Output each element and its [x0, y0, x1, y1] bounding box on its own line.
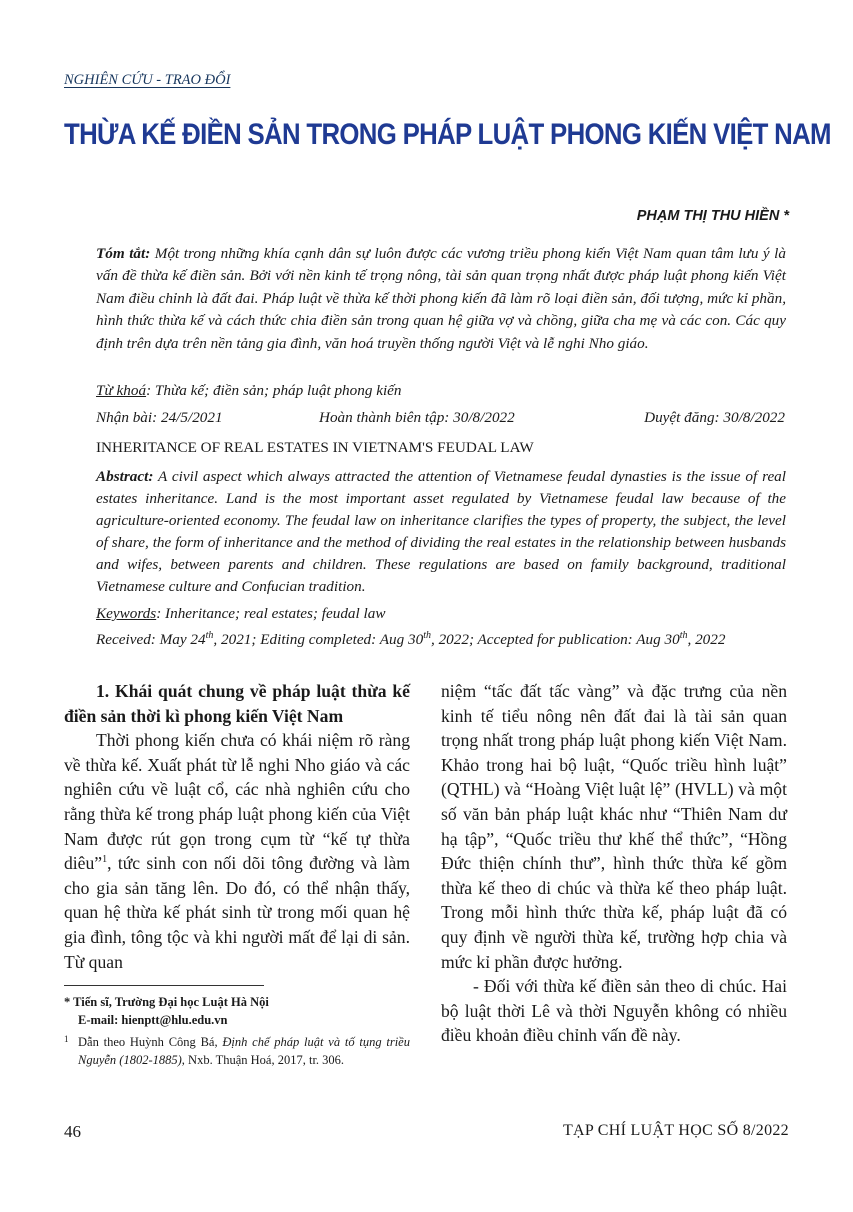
accepted-en-end: , 2022: [687, 631, 726, 648]
keywords-vi: [96, 382, 402, 400]
abstract-en-text: A civil aspect which always attracted the attention of Vietnamese feudal dynasties is the issue of real estates inheritance. Land is the most important asset regulated by Vietnamese feudal law because of the agriculture-oriented economy. The feudal law on inheritance clarifies the types of property, the subject, the level of share, the form of inheritance and the method of dividing the real estates in the relationship between husbands and wifes, between parents and children. These regulations are based on family background, traditional Vietnamese culture and Confucian tradition.: [96, 468, 786, 595]
abstract-vi-label: Tóm tắt:: [96, 245, 151, 262]
edited-en: , 2021; Editing completed: Aug 30: [213, 631, 424, 648]
footnote-ref: 1: [102, 854, 108, 866]
footnote-text: Dẫn theo Huỳnh Công Bá,: [78, 1035, 223, 1049]
abstract-english: [96, 466, 786, 597]
accepted-en-sup: th: [679, 629, 688, 641]
section-heading: 1. Khái quát chung về pháp luật thừa kế điền sản thời kì phong kiến Việt Nam: [64, 681, 410, 726]
keywords-en: [96, 605, 386, 623]
journal-name: TẠP CHÍ LUẬT HỌC SỐ 8/2022: [562, 1122, 789, 1139]
body-paragraph: - Đối với thừa kế điền sản theo di chúc. Hai bộ luật thời Lê và thời Nguyễn không có nhiều điều khoản điều chỉnh vấn đề này.: [441, 976, 787, 1046]
footnote-number: 1: [64, 1034, 69, 1044]
received-en: Received: May 24: [96, 631, 206, 648]
accepted-date-vi: Duyệt đăng: 30/8/2022: [644, 409, 785, 426]
body-paragraph-part: Thời phong kiến chưa có khái niệm rõ ràng về thừa kế. Xuất phát từ lễ nghi Nho giáo và các nghiên cứu về luật cổ, các nhà nghiên cứu cho rằng thừa kế trong pháp luật phong kiến của Việt Nam được rút gọn trong cụm từ “kế tự thừa diêu”: [64, 730, 410, 874]
author-name: PHẠM THỊ THU HIỀN *: [636, 208, 789, 224]
body-paragraph: niệm “tấc đất tấc vàng” và đặc trưng của nền kinh tế tiểu nông nên đất đai là tài sản quan trọng nhất trong pháp luật phong kiến Việt Nam. Khảo trong hai bộ luật, “Quốc triều hình luật” (QTHL) và “Hoàng Việt luật lệ” (HVLL) và một số văn bản pháp luật khác như “Thiên Nam dư hạ tập”, “Quốc triều thư khế thể thức”, “Hồng Đức thiện chính thư”, hình thức thừa kế gồm thừa kế theo di chúc và thừa kế theo pháp luật. Trong mỗi hình thức thừa kế, pháp luật đã có quy định về người thừa kế, trường hợp chia và mức kỉ phần được hưởng.: [441, 681, 787, 972]
received-en-sup: th: [205, 629, 214, 641]
english-title: INHERITANCE OF REAL ESTATES IN VIETNAM'S FEUDAL LAW: [96, 439, 534, 456]
footnotes: [64, 993, 410, 1069]
footnote-1: [64, 1033, 410, 1069]
accepted-en: , 2022; Accepted for publication: Aug 30: [430, 631, 680, 648]
abstract-en-label: Abstract:: [96, 468, 154, 485]
edited-en-sup: th: [423, 629, 431, 641]
body-left-column: [64, 679, 410, 974]
edited-date-vi: Hoàn thành biên tập: 30/8/2022: [319, 409, 515, 426]
page-number: 46: [64, 1122, 81, 1141]
body-right-column: [441, 679, 787, 1048]
author-note: * Tiến sĩ, Trường Đại học Luật Hà Nội: [64, 995, 269, 1009]
section-tag: NGHIÊN CỨU - TRAO ĐỔI: [64, 72, 231, 88]
keywords-en-text: : Inheritance; real estates; feudal law: [156, 605, 386, 622]
footnote-text: , Nxb. Thuận Hoá, 2017, tr. 306.: [181, 1053, 345, 1067]
received-date-vi: Nhận bài: 24/5/2021: [96, 409, 223, 426]
abstract-vi-text: Một trong những khía cạnh dân sự luôn được các vương triều phong kiến Việt Nam quan tâm lưu ý là vấn đề thừa kế điền sản. Bởi với nền kinh tế trọng nông, tài sản quan trọng nhất được pháp luật phong kiến Việt Nam điều chỉnh là đất đai. Pháp luật về thừa kế thời phong kiến đã làm rõ loại điền sản, đối tượng, mức kỉ phần, hình thức thừa kế và cách thức chia điền sản trong quan hệ giữa vợ và chồng, giữa cha mẹ và các con. Các quy định trên dựa trên nền tảng gia đình, văn hoá truyền thống người Việt và lễ nghi Nho giáo.: [96, 245, 786, 352]
keywords-vi-text: : Thừa kế; điền sản; pháp luật phong kiến: [146, 382, 402, 399]
body-paragraph: [64, 728, 410, 974]
article-title: THỪA KẾ ĐIỀN SẢN TRONG PHÁP LUẬT PHONG KIẾN VIỆT NAM: [64, 118, 831, 151]
abstract-vietnamese: [96, 243, 786, 355]
body-paragraph-part: , tức sinh con nối dõi tông đường và làm cho gia sản tăng lên. Do đó, có thể nhận thấy, quan hệ thừa kế phát sinh từ trong mối quan hệ gia đình, tông tộc và khi người mất để lại di sản. Từ quan: [64, 853, 410, 972]
dates-en: [96, 631, 725, 649]
footnote-book-title: Định chế pháp luật và tố tụng triều Nguyễn (1802-1885): [78, 1035, 410, 1067]
keywords-en-label: Keywords: [96, 605, 157, 622]
author-email: E-mail: hienptt@hlu.edu.vn: [78, 1013, 228, 1027]
footnote-divider: [64, 985, 264, 986]
keywords-vi-label: Từ khoá: [96, 382, 147, 399]
